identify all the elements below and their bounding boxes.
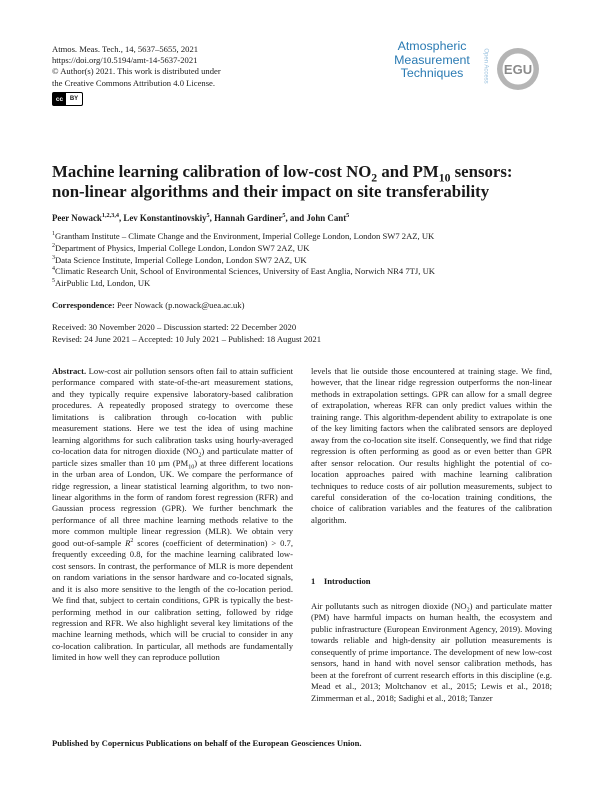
- cc-by-license-badge[interactable]: [52, 92, 83, 106]
- by-icon: BY: [69, 96, 79, 102]
- journal-name-line1: Atmospheric: [397, 39, 467, 53]
- affiliation-item: $^4$Climatic Research Unit, School of Environmental Sciences, University of East Anglia, Norwich NR4 7TJ, UK: [52, 266, 435, 277]
- affiliation-item: $^5$AirPublic Ltd, London, UK: [52, 278, 151, 289]
- section-title: Introduction: [323, 576, 371, 586]
- egu-logo-icon: [495, 46, 541, 92]
- affiliation-list: [52, 231, 435, 290]
- publisher-footer: Published by Copernicus Publications on behalf of the European Geosciences Union.: [52, 738, 362, 748]
- cc-icon: cc: [53, 93, 66, 105]
- article-metadata: [52, 44, 221, 89]
- revised-dates: Revised: 24 June 2021 – Accepted: 10 July 2021 – Published: 18 August 2021: [52, 333, 322, 344]
- author-name: , and John Cant: [285, 213, 347, 223]
- affiliation-item: $^2$Department of Physics, Imperial College London, London SW7 2AZ, UK: [52, 242, 310, 253]
- abstract-column-1: [52, 366, 293, 664]
- introduction-body: [311, 601, 552, 704]
- journal-reference: Atmos. Meas. Tech., 14, 5637–5655, 2021: [52, 44, 199, 54]
- correspondence-label: Correspondence:: [52, 300, 115, 310]
- author-name: , Lev Konstantinovskiy: [118, 213, 207, 223]
- author-name: Peer Nowack: [52, 213, 102, 223]
- received-dates: Received: 30 November 2020 – Discussion started: 22 December 2020: [52, 322, 297, 332]
- paper-title: [52, 162, 552, 202]
- author-name: , Hannah Gardiner: [209, 213, 283, 223]
- doi-link[interactable]: https://doi.org/10.5194/amt-14-5637-2021: [52, 55, 198, 66]
- journal-logo: [372, 40, 492, 81]
- section-heading-introduction: [311, 576, 371, 586]
- open-access-label: Open Access: [483, 48, 490, 84]
- correspondence: [52, 300, 244, 310]
- abstract-continuation: levels that lie outside those encountered at training stage. We find, however, that the linear ridge regression outperforms the non-linear methods in extrapolation settings. GPR can allow for a small degree of extrapolation, whereas RFR can only predict values within the training range. This algorithm-dependent ability to extrapolate is one of the key limiting factors when the calibrated sensors are deployed away from the co-location site itself. Consequently, we find that ridge regression is often performing as good as or even better than GPR after sensor relocation. Our results highlight the potential of co-location approaches paired with machine learning calibration techniques to reduce costs of air pollution measurements, subject to careful consideration of the co-location training conditions, the choice of calibration variables and the features of the calibration algorithm.: [311, 366, 552, 525]
- abstract-column-2: [311, 366, 552, 526]
- copyright-line: © Author(s) 2021. This work is distributed under: [52, 66, 221, 77]
- affiliation-item: $^3$Data Science Institute, Imperial College London, London SW7 2AZ, UK: [52, 254, 307, 265]
- introduction-paragraph: Air pollutants such as nitrogen dioxide $(NO_2)$ and particulate matter (PM) have harmful impacts on human health, the ecosystem and public infrastructure (European Environment Agency, 2019). Moving towards reliable and high-density air pollution measurements is consequently of prime importance. The development of new low-cost sensors, hand in hand with novel sensor calibration methods, has been at the forefront of current research efforts in this discipline (e.g. Mead et al., 2013; Moltchanov et al., 2015; Lewis et al., 2018; Zimmerman et al., 2018; Sadighi et al., 2018; Tanzer: [311, 601, 552, 703]
- license-line: the Creative Commons Attribution 4.0 License.: [52, 77, 216, 88]
- publication-dates: [52, 322, 321, 346]
- title-line1: Machine learning calibration of low-cost $NO_2$ and $PM_{10}$ sensors:: [52, 162, 513, 185]
- section-number: 1: [311, 576, 316, 586]
- affiliation-item: $^1$Grantham Institute – Climate Change and the Environment, Imperial College London, London SW7 2AZ, UK: [52, 231, 435, 241]
- abstract-paragraph: Abstract. Low-cost air pollution sensors often fail to attain sufficient performance compared with state-of-the-art measurement stations, and they typically require expensive laboratory-based calibration procedures. A repeatedly proposed strategy to overcome these limitations is calibration through co-location with public measurement stations. Here we test the idea of using machine learning algorithms for such calibration tasks using hourly-averaged co-location data for nitrogen dioxide $(NO_2)$ and particulate matter of particle sizes smaller than 10 µm $(PM_{10})$ at three different locations in the urban area of London, UK. We compare the performance of ridge regression, a linear statistical learning algorithm, to two non-linear algorithms in the form of random forest regression (RFR) and Gaussian process regression (GPR). We further benchmark the performance of all three machine learning methods relative to the more common multiple linear regression (MLR). We obtain very good out-of-sample $R^2$ scores (coefficient of determination) > 0.7, frequently exceeding 0.8, for the machine learning calibrated low-cost sensors. In contrast, the performance of MLR is more dependent on random variations in the sensor hardware and co-located signals, and it is also more sensitive to the length of the co-location period. We find that, subject to certain conditions, GPR is typically the best-performing method in our calibration setting, followed by ridge regression and RFR. We also highlight several key limitations of the machine learning methods, which will be crucial to consider in any co-location calibration. In particular, all methods are fundamentally limited in how well they can reproduce pollution: [52, 366, 293, 663]
- journal-name-line2: Measurement: [394, 52, 470, 67]
- author-list: Peer Nowack$^{1,2,3,4}$, Lev Konstantinovskiy$^5$, Hannah Gardiner$^5$, and John Cant$^5$: [52, 212, 350, 223]
- correspondence-email[interactable]: Peer Nowack (p.nowack@uea.ac.uk): [114, 300, 245, 310]
- title-line2: non-linear algorithms and their impact on site transferability: [52, 182, 490, 201]
- egu-logo-text: EGU: [503, 62, 533, 77]
- abstract-label: Abstract.: [52, 366, 87, 376]
- journal-name-line3: Techniques: [400, 66, 464, 81]
